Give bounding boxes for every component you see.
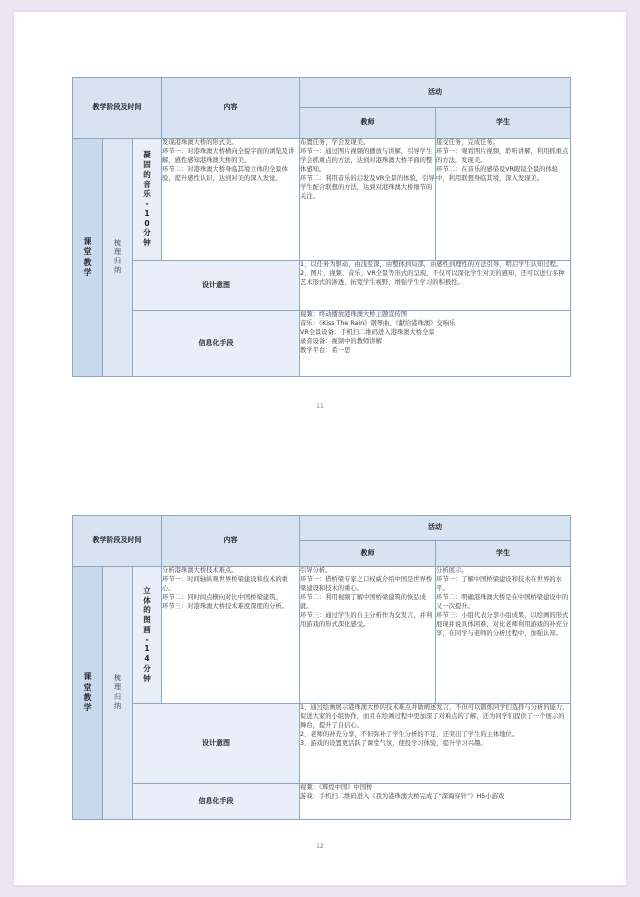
- header-activity: 活动: [300, 78, 571, 108]
- it-means-text: [300, 784, 571, 820]
- content-paragraph: 分析港珠澳大桥技术难点。 环节一：时间轴纵观世界桥梁建设和技术的重心。 环节二：同时间点横向对比中国桥梁建筑。 环节三：对港珠澳大桥技术难度深度的分析。: [162, 567, 288, 610]
- it-paragraph: 视频：《辉煌中国》中国桥 游戏：手机扫二维码进入《我为港珠澳大桥完成了“深海穿针”》H5小游戏: [300, 784, 505, 800]
- content-text: [162, 139, 300, 261]
- stage-label: 课堂教学: [83, 672, 92, 713]
- design-paragraph: 1、通过绘画展示港珠澳大桥的技术难点并做阐述发言，不但可以锻炼同学们选择与分析的能力，促进大家的小组协作，而且在绘画过程中更加深了对难点的了解，还为同学们提供了一个展示的舞台，提升了自信心。 2、老师的补充分享，不但弥补了学生分析的不足，还突出了学生的主体地位。 3、游戏的设置更活跃了课堂气氛，使投学习体验，提升学习兴趣。: [300, 704, 569, 747]
- it-means-label: 信息化手段: [133, 311, 300, 377]
- design-intent-text: [300, 704, 571, 784]
- student-text: [436, 567, 571, 704]
- it-paragraph: 视频：终动播放港珠澳大桥主题宣传图 音乐：《Kiss The Rain》钢琴曲、《献给港珠澳》交响乐 VR全景设备：手机扫二维码进入港珠澳大桥全景 录音设备：视频中的教师讲解 教学平台：希一思: [300, 311, 456, 354]
- student-text: [436, 139, 571, 261]
- header-content: 内容: [162, 78, 300, 139]
- header-activity: 活动: [300, 516, 571, 541]
- header-stage-time: 教学阶段及时间: [73, 516, 162, 567]
- it-means-text: [300, 311, 571, 377]
- substage-cell: [103, 139, 133, 377]
- design-intent-text: [300, 261, 571, 311]
- it-means-label: 信息化手段: [133, 784, 300, 820]
- stage-cell: [73, 567, 103, 820]
- content-paragraph: 发现港珠澳大桥的形式美。 环节一：对港珠澳大桥横向全貌字面的浏览及讲解，感性感知港珠澳大桥的美。 环节二：对港珠澳大桥身临其境立体的全景体验，提升感性认识，达到对美的深入发觉。: [162, 139, 295, 182]
- header-content: 内容: [162, 516, 300, 567]
- segment-label: 凝固的音乐 - 10分钟: [143, 150, 151, 248]
- teacher-text: [300, 567, 436, 704]
- segment-cell: [133, 567, 162, 704]
- page-number: 11: [316, 403, 324, 410]
- teacher-paragraph: 布置任务，学会发现美。 环节一：通过图片视频的播放与讲解，引导学生学会抓重点的方法，达到对港珠澳大桥平面的整体感知。 环节二：利用音乐的启发及VR全景的体验，引导学生配合联想的方法，达到对港珠澳大桥细节的关注。: [300, 139, 435, 200]
- substage-cell: [103, 567, 133, 820]
- content-text: [162, 567, 300, 704]
- header-student: 学生: [436, 541, 571, 567]
- header-teacher: 教师: [300, 541, 436, 567]
- segment-label: 立体的图画 - 14分钟: [143, 585, 151, 683]
- stage-cell: [73, 139, 103, 377]
- lesson-plan-table-page-11: [72, 77, 571, 377]
- lesson-plan-table-page-12: [72, 515, 571, 820]
- stage-label: 课堂教学: [83, 236, 92, 277]
- teacher-paragraph: 引导分析。 环节一：借桥梁专家之口权威介绍中国是世界桥梁建设和技术的重心。 环节二：利用视频了解中国桥梁建筑的恢弘成就。 环节三：通过学生的自主分析作为交发言，并利用游戏的形式深化感受。: [300, 567, 433, 628]
- teacher-text: [300, 139, 436, 261]
- header-student: 学生: [436, 108, 571, 139]
- substage-label: 梳理归纳: [114, 674, 121, 710]
- design-intent-label: 设计意图: [133, 261, 300, 311]
- substage-label: 梳理归纳: [114, 238, 121, 275]
- student-paragraph: 接受任务，完成任务。 环节一：观看图片视频，聆听讲解，利用抓重点的方法，发现美。 环节二：在音乐的感染及VR眼镜全景的体验中，利用联想身临其境，深入发现美。: [436, 139, 569, 182]
- design-paragraph: 1、以任务为驱动，由浅至深，由整体到局部，由感性到理性的方法引导，明启学生认知过程。 2、图片、视频、音乐、VR全景等形式的呈现，不仅可以深化学生对美的感知，还可以进行多种艺术形式的渗透，拓宽学生视野，增强学生学习的积极性。: [300, 261, 565, 286]
- student-paragraph: 分析展示。 环节一：了解中国桥梁建设和技术在世界的水平。 环节二：明确港珠澳大桥是在中国桥梁建设中的又一次提升。 环节三：小组代表分享小组成果，以绘画的形式展现并说具体困难，对比老师利用游戏的补充分享，在同学与老师的分析过程中，加强认知。: [436, 567, 569, 637]
- header-teacher: 教师: [300, 108, 436, 139]
- segment-cell: [133, 139, 162, 261]
- header-stage-time: 教学阶段及时间: [73, 78, 162, 139]
- design-intent-label: 设计意图: [133, 704, 300, 784]
- page-number: 12: [316, 843, 324, 850]
